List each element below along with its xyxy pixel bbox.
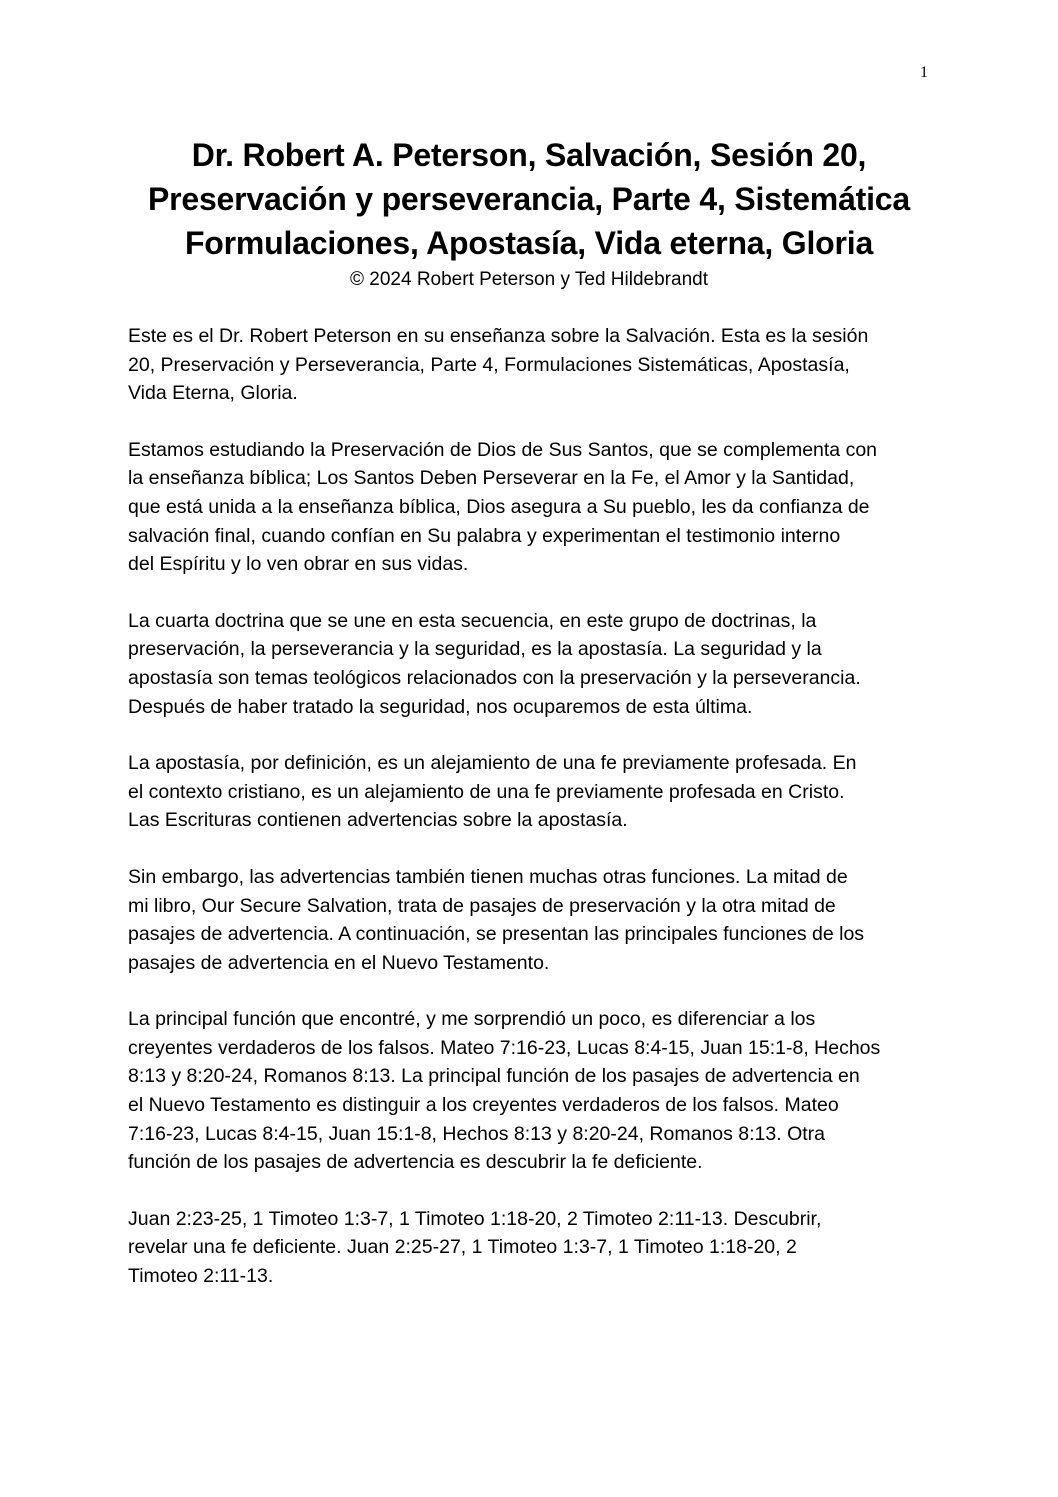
text-line: La principal función que encontré, y me sorprendió un poco, es diferenciar a los — [128, 1008, 816, 1031]
text-line: salvación final, cuando confían en Su palabra y experimentan el testimonio interno — [128, 524, 841, 547]
text-line: 7:16-23, Lucas 8:4-15, Juan 15:1-8, Hechos 8:13 y 8:20-24, Romanos 8:13. Otra — [128, 1122, 826, 1145]
paragraph — [128, 322, 940, 408]
text-line: el contexto cristiano, es un alejamiento de una fe previamente profesada en Cristo. — [128, 780, 845, 803]
text-line: revelar una fe deficiente. Juan 2:25-27, 1 Timoteo 1:3-7, 1 Timoteo 1:18-20, 2 — [128, 1236, 797, 1259]
page-number: 1 — [920, 64, 928, 81]
text-line: pasajes de advertencia en el Nuevo Testamento. — [128, 951, 550, 974]
text-line: Estamos estudiando la Preservación de Dios de Sus Santos, que se complementa con — [128, 438, 878, 461]
text-line: Sin embargo, las advertencias también tienen muchas otras funciones. La mitad de — [128, 865, 848, 888]
text-line: 20, Preservación y Perseverancia, Parte 4, Formulaciones Sistemáticas, Apostasía, — [128, 353, 850, 376]
title-line: Formulaciones, Apostasía, Vida eterna, Gloria — [184, 225, 874, 261]
text-line: mi libro, Our Secure Salvation, trata de pasajes de preservación y la otra mitad de — [128, 894, 836, 917]
text-line: 8:13 y 8:20-24, Romanos 8:13. La principal función de los pasajes de advertencia en — [128, 1065, 860, 1088]
paragraph — [128, 607, 940, 721]
text-line: del Espíritu y lo ven obrar en sus vidas. — [128, 553, 469, 576]
text-line: preservación, la perseverancia y la seguridad, es la apostasía. La seguridad y la — [128, 638, 822, 661]
text-line: apostasía son temas teológicos relacionados con la preservación y la perseverancia. — [128, 666, 861, 689]
text-line: Después de haber tratado la seguridad, nos ocuparemos de esta última. — [128, 695, 753, 718]
text-line: función de los pasajes de advertencia es descubrir la fe deficiente. — [128, 1151, 703, 1174]
text-line: La apostasía, por definición, es un alejamiento de una fe previamente profesada. En — [128, 752, 857, 775]
text-line: creyentes verdaderos de los falsos. Mateo 7:16-23, Lucas 8:4-15, Juan 15:1-8, Hechos — [128, 1036, 881, 1059]
text-line: Juan 2:23-25, 1 Timoteo 1:3-7, 1 Timoteo 1:18-20, 2 Timoteo 2:11-13. Descubrir, — [128, 1207, 822, 1230]
text-line: Este es el Dr. Robert Peterson en su enseñanza sobre la Salvación. Esta es la sesión — [128, 325, 869, 347]
document-body — [128, 322, 940, 1319]
text-line: Las Escrituras contienen advertencias sobre la apostasía. — [128, 809, 628, 832]
text-line: la enseñanza bíblica; Los Santos Deben Perseverar en la Fe, el Amor y la Santidad, — [128, 467, 855, 490]
paragraph — [128, 863, 940, 977]
text-line: que está unida a la enseñanza bíblica, Dios asegura a Su pueblo, les da confianza de — [128, 495, 870, 518]
text-line: Vida Eterna, Gloria. — [128, 382, 298, 405]
paragraph — [128, 749, 940, 835]
title-line: Preservación y perseverancia, Parte 4, Sistemática — [147, 181, 911, 217]
text-line: pasajes de advertencia. A continuación, se presentan las principales funciones de los — [128, 923, 865, 946]
copyright-notice: © 2024 Robert Peterson y Ted Hildebrandt — [350, 269, 708, 290]
paragraph — [128, 1205, 940, 1291]
document-title — [100, 133, 958, 265]
paragraph — [128, 436, 940, 579]
title-line: Dr. Robert A. Peterson, Salvación, Sesión 20, — [191, 137, 867, 173]
paragraph — [128, 1005, 940, 1177]
text-line: el Nuevo Testamento es distinguir a los creyentes verdaderos de los falsos. Mateo — [128, 1094, 839, 1117]
text-line: La cuarta doctrina que se une en esta secuencia, en este grupo de doctrinas, la — [128, 609, 817, 632]
text-line: Timoteo 2:11-13. — [128, 1265, 274, 1288]
